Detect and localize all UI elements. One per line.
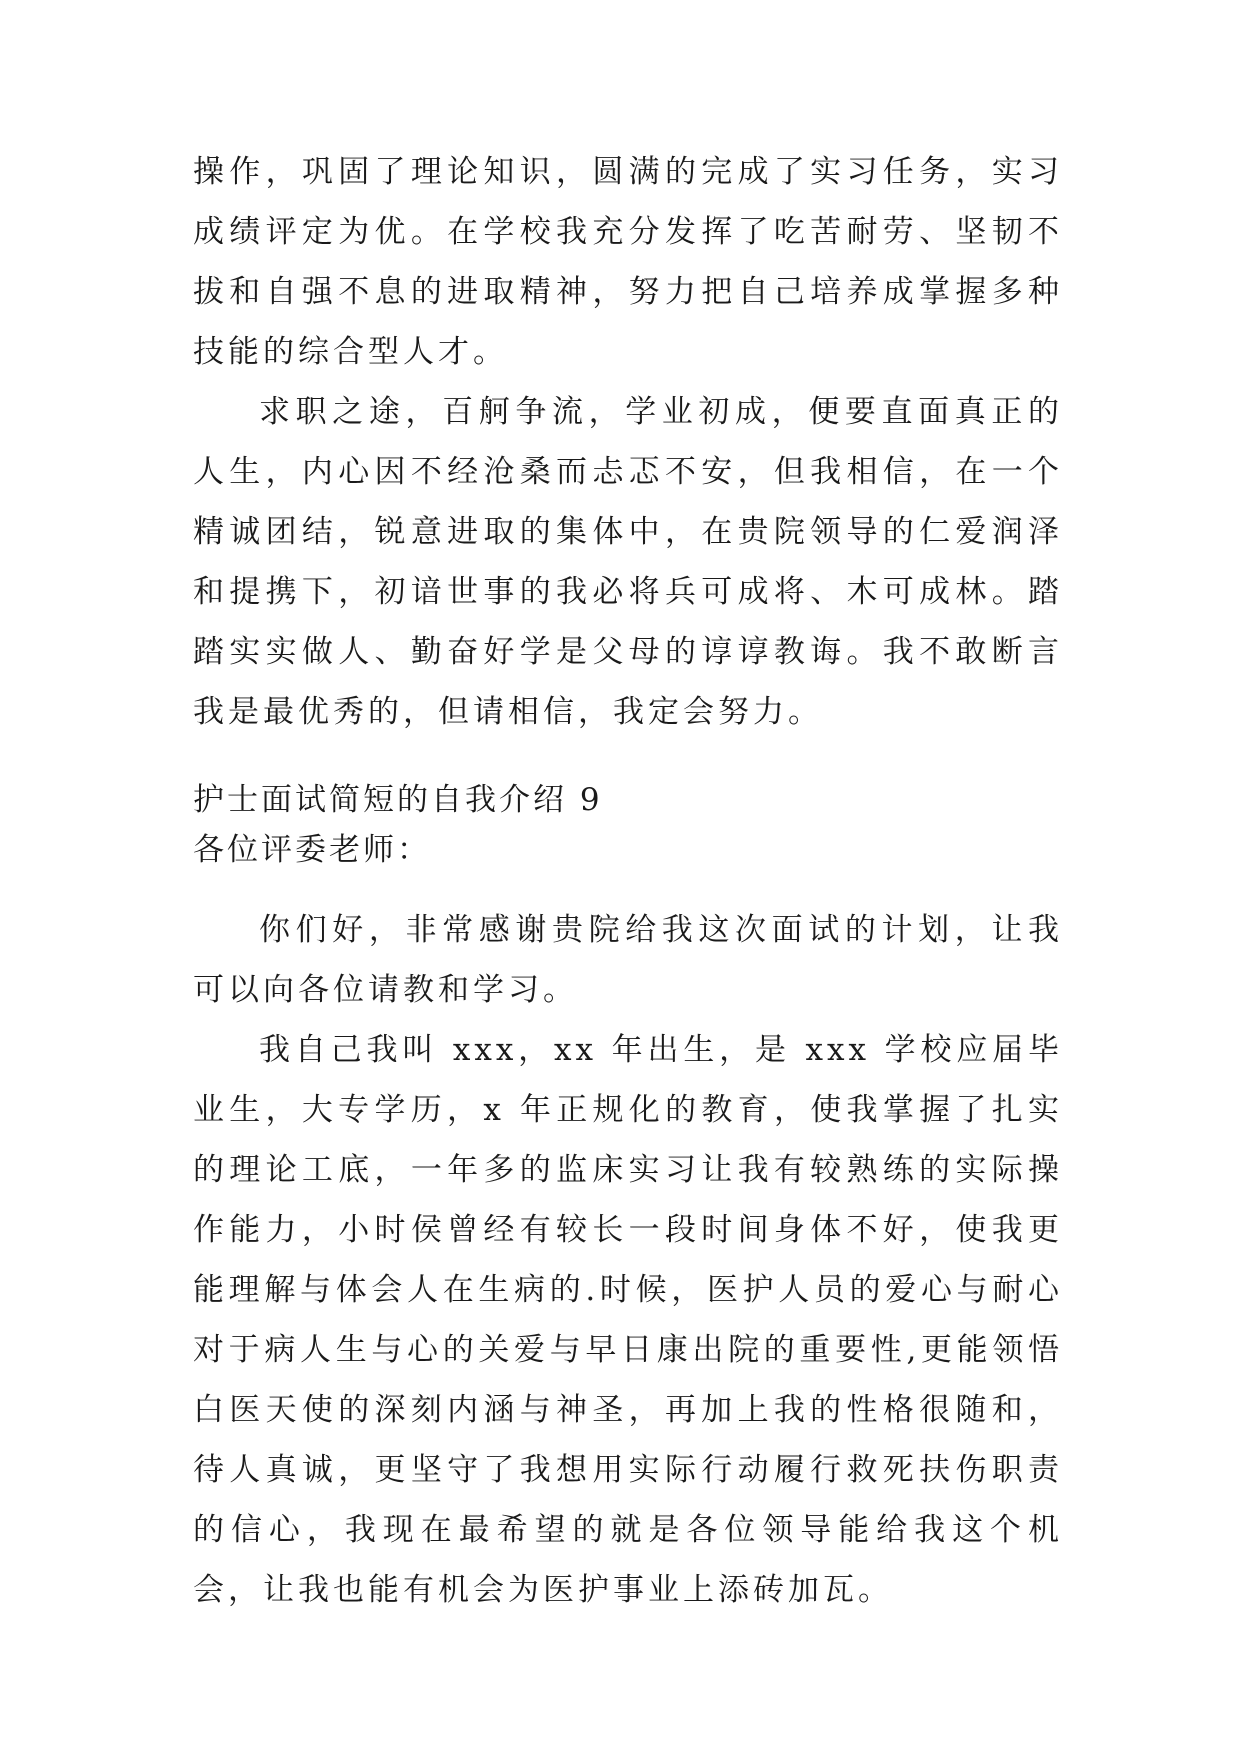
paragraph-greeting-thanks: 你们好，非常感谢贵院给我这次面试的计划，让我可以向各位请教和学习。 [193, 912, 1063, 1008]
intro-section [193, 775, 1063, 875]
paragraph-job-seeking: 求职之途，百舸争流，学业初成，便要直面真正的人生，内心因不经沧桑而忐忑不安，但我相信，在一个精诚团结，锐意进取的集体中，在贵院领导的仁爱润泽和提携下，初谙世事的我必将兵可成将、木可成林。踏踏实实做人、勤奋好学是父母的谆谆教诲。我不敢断言我是最优秀的，但请相信，我定会努力。 [193, 394, 1063, 730]
top-text-block [193, 142, 1063, 742]
greeting-line: 各位评委老师： [193, 832, 431, 868]
paragraph-self-introduction: 我自己我叫 xxx，xx 年出生，是 xxx 学校应届毕业生，大专学历，x 年正规化的教育，使我掌握了扎实的理论工底，一年多的监床实习让我有较熟练的实际操作能力，小时侯曾经有较长一段时间身体不好，使我更能理解与体会人在生病的.时候，医护人员的爱心与耐心对于病人生与心的关爱与早日康出院的重要性,更能领悟白医天使的深刻内涵与神圣，再加上我的性格很随和，待人真诚，更坚守了我想用实际行动履行救死扶伤职责的信心，我现在最希望的就是各位领导能给我这个机会，让我也能有机会为医护事业上添砖加瓦。 [193, 1032, 1063, 1608]
section-title: 护士面试简短的自我介绍 9 [193, 782, 603, 818]
intro-body-block [193, 900, 1063, 1620]
paragraph-continuation: 操作，巩固了理论知识，圆满的完成了实习任务，实习成绩评定为优。在学校我充分发挥了吃苦耐劳、坚韧不拔和自强不息的进取精神，努力把自己培养成掌握多种技能的综合型人才。 [193, 154, 1063, 370]
